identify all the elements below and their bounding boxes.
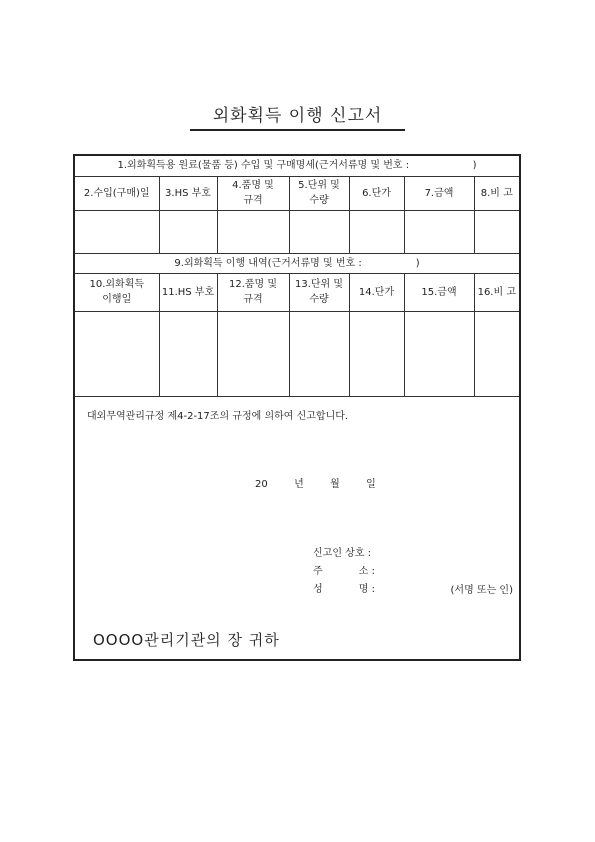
column-header: 3.HS 부호: [159, 176, 217, 210]
entry-cell[interactable]: [75, 311, 159, 396]
regulation-notice: 대외무역관리규정 제4-2-17조의 규정에 의하여 신고합니다.: [87, 410, 349, 422]
section1-entry-row: [75, 210, 519, 253]
entry-cell[interactable]: [289, 311, 349, 396]
entry-cell[interactable]: [289, 210, 349, 253]
entry-cell[interactable]: [474, 311, 519, 396]
entry-cell[interactable]: [217, 311, 289, 396]
name-label-b: 명 :: [358, 583, 375, 595]
declarant-block: [313, 545, 393, 599]
column-header: 2.수입(구매)일: [75, 176, 159, 210]
column-header: 13.단위 및 수량: [289, 273, 349, 311]
name-label-a: 성: [313, 583, 323, 595]
column-header: 12.품명 및 규격: [217, 273, 289, 311]
section2-entry-row: [75, 311, 519, 396]
entry-cell[interactable]: [159, 311, 217, 396]
signature-note: (서명 또는 인): [450, 584, 513, 596]
column-header: 16.비 고: [474, 273, 519, 311]
column-header: 5.단위 및 수량: [289, 176, 349, 210]
entry-cell[interactable]: [349, 210, 404, 253]
address-label-b: 소 :: [358, 565, 375, 577]
entry-cell[interactable]: [217, 210, 289, 253]
address-label-a: 주: [313, 565, 323, 577]
column-header: 15.금액: [404, 273, 474, 311]
column-header: 14.단가: [349, 273, 404, 311]
declaration-form: [73, 154, 521, 661]
declaration-section: [75, 397, 519, 659]
entry-cell[interactable]: [159, 210, 217, 253]
section2-header: 9.외화획득 이행 내역(근거서류명 및 번호 : ): [75, 253, 519, 273]
purchase-table: [75, 156, 519, 397]
entry-cell[interactable]: [404, 210, 474, 253]
column-header: 4.품명 및 규격: [217, 176, 289, 210]
column-header: 8.비 고: [474, 176, 519, 210]
date-line: 20 년 월 일: [255, 478, 376, 490]
column-header: 11.HS 부호: [159, 273, 217, 311]
column-header: 7.금액: [404, 176, 474, 210]
address-label: [313, 563, 375, 581]
column-header: 10.외화획득 이행일: [75, 273, 159, 311]
section2-column-headers: [75, 273, 519, 311]
recipient-line: OOOO관리기관의 장 귀하: [93, 630, 280, 649]
document-title: 외화획득 이행 신고서: [190, 103, 405, 131]
company-label: 신고인 상호 :: [313, 547, 372, 559]
entry-cell[interactable]: [474, 210, 519, 253]
entry-cell[interactable]: [404, 311, 474, 396]
column-header: 6.단가: [349, 176, 404, 210]
entry-cell[interactable]: [349, 311, 404, 396]
section1-column-headers: [75, 176, 519, 210]
section1-header: 1.외화획득용 원료(물품 등) 수입 및 구매명세(근거서류명 및 번호 : ): [75, 156, 519, 176]
name-label: [313, 581, 375, 599]
entry-cell[interactable]: [75, 210, 159, 253]
